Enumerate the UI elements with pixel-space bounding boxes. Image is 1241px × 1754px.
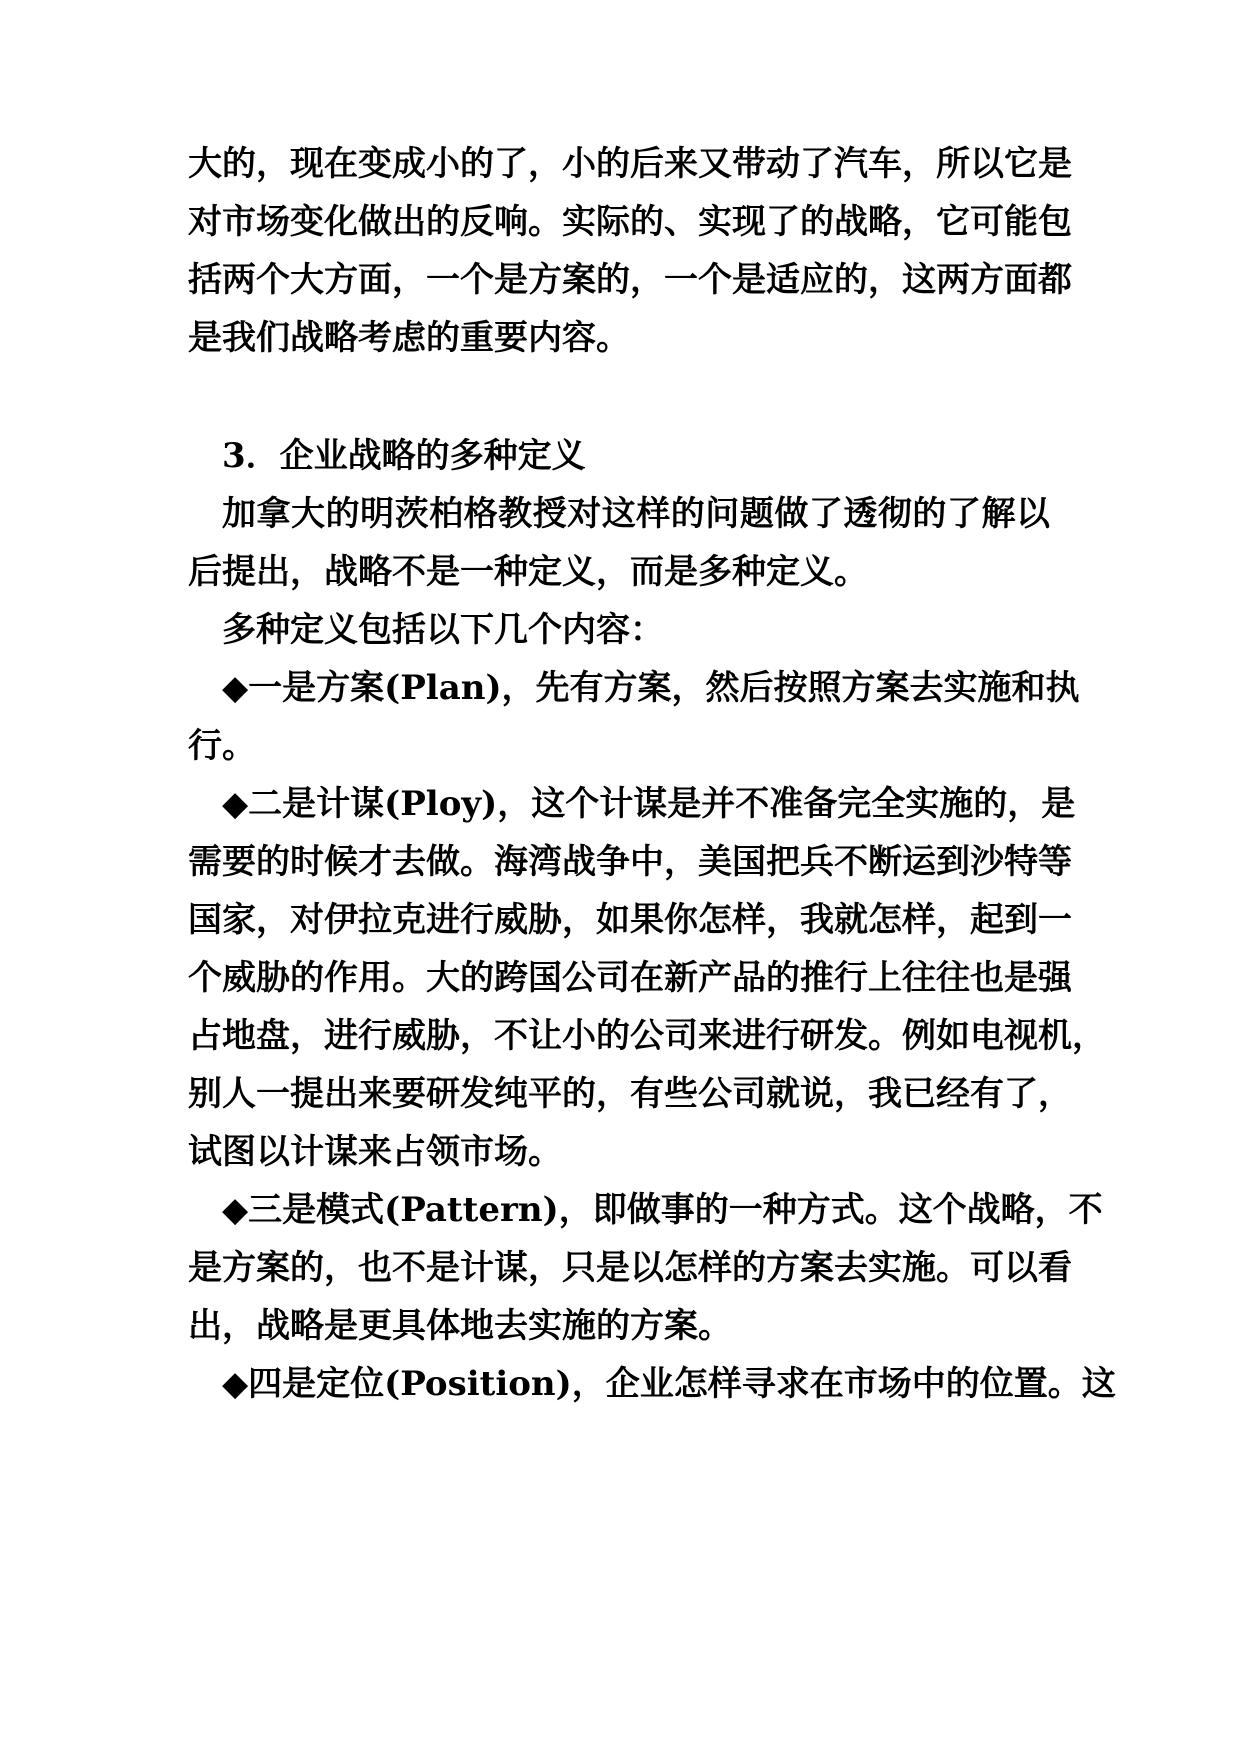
text-line: 加拿大的明茨柏格教授对这样的问题做了透彻的了解以 <box>222 494 1050 534</box>
text-line: 个威胁的作用。大的跨国公司在新产品的推行上往往也是强 <box>188 958 1072 998</box>
definition-text: 四是定位(Position)，企业怎样寻求在市场中的位置。这 <box>248 1364 1116 1404</box>
text-line: 占地盘，进行威胁，不让小的公司来进行研发。例如电视机， <box>188 1016 1106 1056</box>
definition-text: 二是计谋(Ploy)，这个计谋是并不准备完全实施的，是 <box>248 784 1076 824</box>
text-line: 别人一提出来要研发纯平的，有些公司就说，我已经有了， <box>188 1074 1072 1114</box>
text-line: 是我们战略考虑的重要内容。 <box>188 318 630 358</box>
list-intro: 多种定义包括以下几个内容： <box>222 610 664 650</box>
diamond-bullet-icon: ◆ <box>222 668 249 708</box>
text-line: 对市场变化做出的反响。实际的、实现了的战略，它可能包 <box>188 202 1072 242</box>
definition-ploy-line <box>222 784 1076 824</box>
diamond-bullet-icon: ◆ <box>222 1364 249 1404</box>
definition-text: 一是方案(Plan)，先有方案，然后按照方案去实施和执 <box>248 668 1080 708</box>
definition-position-line <box>222 1364 1116 1404</box>
definition-plan-line <box>222 668 1080 708</box>
text-line: 国家，对伊拉克进行威胁，如果你怎样，我就怎样，起到一 <box>188 900 1072 940</box>
text-line: 是方案的，也不是计谋，只是以怎样的方案去实施。可以看 <box>188 1248 1072 1288</box>
definition-pattern-line <box>222 1190 1103 1230</box>
definition-text: 三是模式(Pattern)，即做事的一种方式。这个战略，不 <box>248 1190 1103 1230</box>
diamond-bullet-icon: ◆ <box>222 784 249 824</box>
text-line: 出，战略是更具体地去实施的方案。 <box>188 1306 732 1346</box>
text-line: 行。 <box>188 726 256 766</box>
text-line: 括两个大方面，一个是方案的，一个是适应的，这两方面都 <box>188 260 1072 300</box>
text-line: 大的，现在变成小的了，小的后来又带动了汽车，所以它是 <box>188 144 1072 184</box>
text-line: 后提出，战略不是一种定义，而是多种定义。 <box>188 552 868 592</box>
text-line: 需要的时候才去做。海湾战争中，美国把兵不断运到沙特等 <box>188 842 1072 882</box>
section-heading: 3．企业战略的多种定义 <box>222 436 586 476</box>
text-line: 试图以计谋来占领市场。 <box>188 1132 562 1172</box>
diamond-bullet-icon: ◆ <box>222 1190 249 1230</box>
